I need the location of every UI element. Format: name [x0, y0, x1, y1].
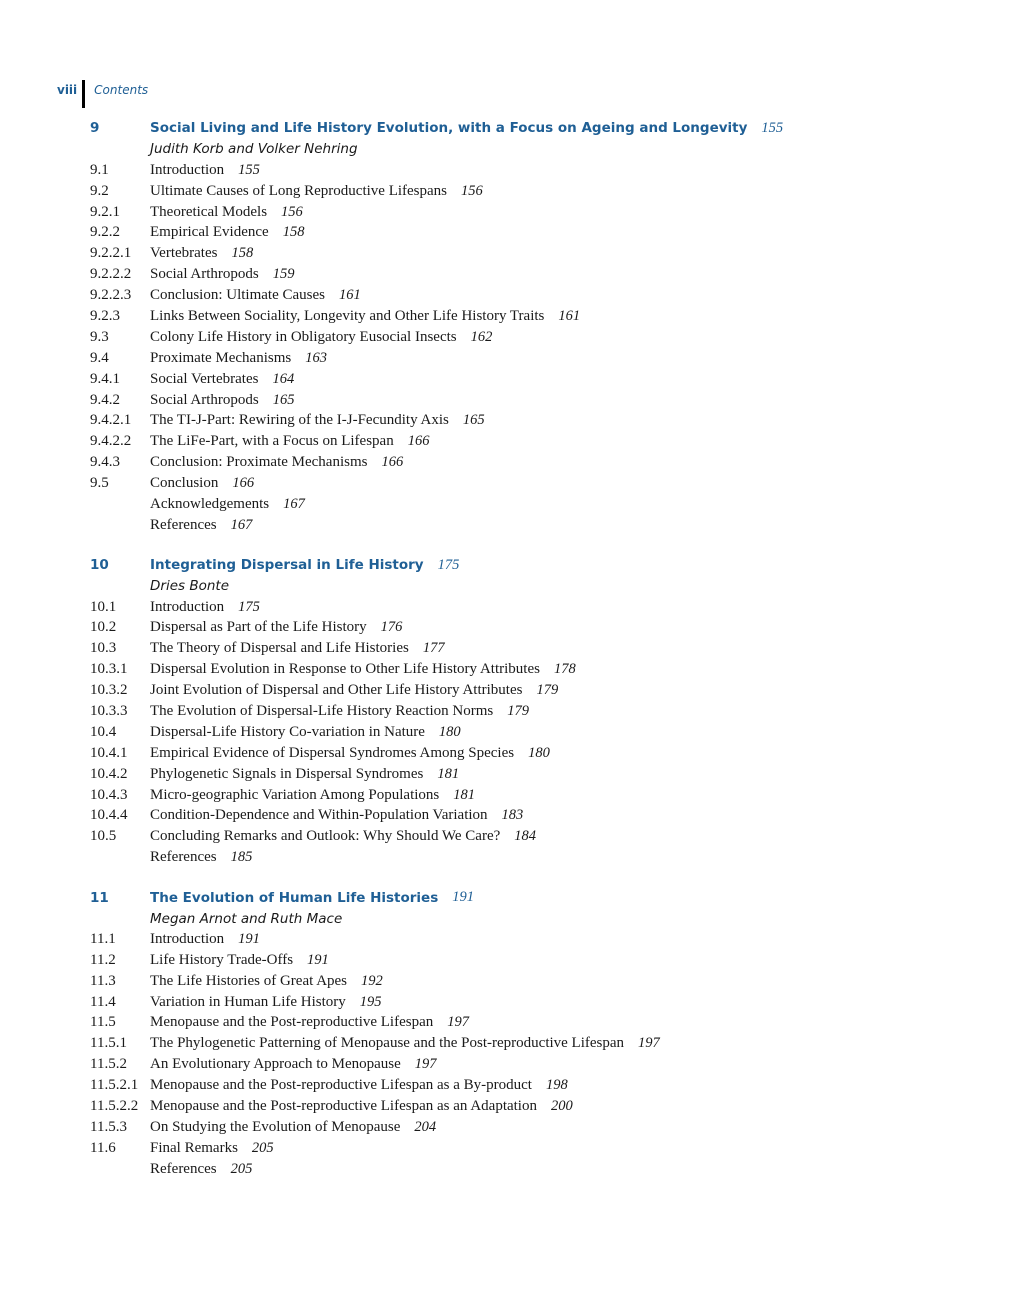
- toc-entry[interactable]: [90, 659, 990, 680]
- chapter-block: [90, 118, 990, 536]
- toc-entry[interactable]: [90, 306, 990, 327]
- section-page: 167: [283, 495, 305, 512]
- section-title[interactable]: Empirical Evidence of Dispersal Syndromes Among Species: [150, 744, 515, 761]
- section-title[interactable]: Condition-Dependence and Within-Population Variation: [150, 807, 488, 824]
- section-title[interactable]: Conclusion: Ultimate Causes: [150, 287, 325, 304]
- running-head: [57, 80, 148, 108]
- section-number: 11.5.2: [90, 1056, 127, 1073]
- section-page: 162: [470, 328, 493, 345]
- toc-entry[interactable]: [90, 410, 990, 431]
- section-page: 191: [238, 930, 260, 947]
- section-number: 9.4.1: [90, 370, 120, 387]
- section-number: 10.4.3: [90, 786, 128, 803]
- toc-entry[interactable]: [90, 1138, 990, 1159]
- section-page: 197: [414, 1056, 437, 1073]
- section-number: 9.5: [90, 475, 109, 492]
- toc-entry[interactable]: [90, 202, 990, 223]
- section-title[interactable]: Introduction: [150, 598, 225, 615]
- section-title[interactable]: References: [150, 516, 217, 533]
- toc-entry[interactable]: [90, 971, 990, 992]
- section-title[interactable]: Vertebrates: [150, 245, 218, 262]
- section-page: 184: [514, 828, 537, 845]
- toc-entry[interactable]: [90, 473, 990, 494]
- section-page: 197: [638, 1035, 660, 1052]
- section-number: 9.4: [90, 349, 109, 366]
- chapter-authors-line: [90, 139, 990, 160]
- section-page: 166: [232, 475, 255, 492]
- section-number: 10.1: [90, 598, 117, 615]
- section-page: 204: [414, 1118, 437, 1135]
- vertical-rule: [82, 80, 85, 108]
- section-title[interactable]: Joint Evolution of Dispersal and Other Life History Attributes: [150, 682, 523, 699]
- section-page: 177: [422, 640, 445, 657]
- toc-entry[interactable]: [90, 348, 990, 369]
- chapter-page: 191: [452, 889, 474, 906]
- toc-entry[interactable]: [90, 1033, 990, 1054]
- section-number: 10.4.4: [90, 807, 128, 824]
- section-title[interactable]: Proximate Mechanisms: [150, 349, 292, 366]
- toc-entry[interactable]: [90, 515, 990, 536]
- toc-entry[interactable]: [90, 617, 990, 638]
- section-number: 9.2.2: [90, 224, 120, 241]
- section-number: 9.4.2.2: [90, 433, 132, 450]
- chapter-authors: Judith Korb and Volker Nehring: [150, 141, 358, 158]
- section-page: 178: [553, 661, 576, 678]
- section-number: 9.2.2.2: [90, 266, 132, 283]
- section-page: 165: [272, 391, 295, 408]
- section-title[interactable]: Introduction: [150, 161, 225, 178]
- section-title[interactable]: Phylogenetic Signals in Dispersal Syndromes: [150, 765, 424, 782]
- section-page: 195: [359, 993, 382, 1010]
- toc-entry[interactable]: [90, 680, 990, 701]
- chapter-heading[interactable]: [90, 555, 990, 576]
- section-title[interactable]: Colony Life History in Obligatory Eusocial Insects: [150, 328, 457, 345]
- toc-entry[interactable]: [90, 327, 990, 348]
- section-title[interactable]: Links Between Sociality, Longevity and Other Life History Traits: [150, 307, 545, 324]
- section-page: 161: [558, 307, 581, 324]
- toc-entry[interactable]: [90, 181, 990, 202]
- chapter-number: 10: [90, 557, 109, 574]
- chapter-page: 175: [437, 556, 460, 573]
- section-page: 198: [545, 1077, 568, 1094]
- section-page: 166: [381, 454, 404, 471]
- toc-entry[interactable]: [90, 1013, 990, 1034]
- section-title[interactable]: The Evolution of Dispersal-Life History Reaction Norms: [150, 702, 494, 719]
- section-title[interactable]: The Phylogenetic Patterning of Menopause and the Post-reproductive Lifespan: [150, 1035, 625, 1052]
- chapter-heading[interactable]: [90, 118, 990, 139]
- section-title[interactable]: Acknowledgements: [150, 495, 270, 512]
- section-number: 10.4: [90, 723, 117, 740]
- toc-entry[interactable]: [90, 1117, 990, 1138]
- section-title[interactable]: Concluding Remarks and Outlook: Why Should We Care?: [150, 828, 501, 845]
- section-number: 9.2.3: [90, 307, 120, 324]
- section-number: 10.3.2: [90, 682, 128, 699]
- section-title[interactable]: On Studying the Evolution of Menopause: [150, 1118, 401, 1135]
- section-number: 11.5.2.2: [90, 1098, 139, 1115]
- section-number: 9.2.2.3: [90, 287, 132, 304]
- section-title[interactable]: Social Arthropods: [150, 266, 259, 283]
- section-title[interactable]: Final Remarks: [150, 1139, 238, 1156]
- section-page: 179: [536, 682, 559, 699]
- section-number: 9.4.2.1: [90, 412, 132, 429]
- section-page: 197: [447, 1014, 469, 1031]
- section-page: 166: [407, 433, 430, 450]
- section-page: 158: [282, 224, 305, 241]
- toc-entry[interactable]: [90, 494, 990, 515]
- section-title[interactable]: Social Vertebrates: [150, 370, 259, 387]
- toc-entry[interactable]: [90, 369, 990, 390]
- toc-entry[interactable]: [90, 243, 990, 264]
- section-title[interactable]: Menopause and the Post-reproductive Lifespan: [150, 1014, 434, 1031]
- section-title[interactable]: An Evolutionary Approach to Menopause: [150, 1056, 401, 1073]
- toc-entry[interactable]: [90, 992, 990, 1013]
- section-page: 179: [507, 702, 530, 719]
- section-page: 176: [380, 619, 403, 636]
- section-page: 161: [338, 287, 361, 304]
- section-page: 158: [231, 245, 254, 262]
- section-number: 10.4.1: [90, 744, 128, 761]
- section-page: 180: [438, 723, 461, 740]
- section-number: 11.2: [90, 951, 116, 968]
- section-page: 167: [230, 516, 253, 533]
- chapter-title[interactable]: Social Living and Life History Evolution, with a Focus on Ageing and Longevity: [150, 120, 748, 137]
- toc-entry[interactable]: [90, 597, 990, 618]
- section-page: 159: [272, 266, 295, 283]
- section-number: 9.1: [90, 161, 109, 178]
- toc-entry[interactable]: [90, 722, 990, 743]
- section-number: 10.4.2: [90, 765, 128, 782]
- section-title[interactable]: Dispersal as Part of the Life History: [150, 619, 367, 636]
- section-page: 181: [437, 765, 460, 782]
- chapter-authors: Dries Bonte: [150, 578, 230, 595]
- section-number: 9.2: [90, 182, 109, 199]
- toc-entry[interactable]: [90, 390, 990, 411]
- section-title[interactable]: Social Arthropods: [150, 391, 259, 408]
- toc-entry[interactable]: [90, 1075, 990, 1096]
- table-of-contents: [90, 118, 990, 1199]
- section-title[interactable]: Introduction: [150, 930, 225, 947]
- section-page: 180: [528, 744, 550, 761]
- section-number: 9.4.3: [90, 454, 120, 471]
- toc-entry[interactable]: [90, 701, 990, 722]
- chapter-title[interactable]: The Evolution of Human Life Histories: [150, 889, 439, 906]
- section-title[interactable]: Menopause and the Post-reproductive Lifespan as an Adaptation: [150, 1098, 537, 1115]
- running-head-title: Contents: [94, 83, 149, 97]
- section-title[interactable]: Dispersal-Life History Co-variation in Nature: [150, 723, 425, 740]
- section-page: 155: [238, 161, 260, 178]
- section-title[interactable]: Life History Trade-Offs: [150, 951, 294, 968]
- toc-entry[interactable]: [90, 285, 990, 306]
- section-number: 10.5: [90, 828, 117, 845]
- section-number: 9.2.1: [90, 203, 120, 220]
- section-number: 11.4: [90, 993, 116, 1010]
- chapter-heading[interactable]: [90, 887, 990, 908]
- chapter-block: [90, 555, 990, 868]
- section-page: 200: [550, 1098, 573, 1115]
- section-number: 11.5.1: [90, 1035, 127, 1052]
- section-number: 9.3: [90, 328, 109, 345]
- chapter-title[interactable]: Integrating Dispersal in Life History: [150, 557, 424, 574]
- section-title[interactable]: Dispersal Evolution in Response to Other Life History Attributes: [150, 661, 540, 678]
- toc-entry[interactable]: [90, 638, 990, 659]
- section-page: 175: [238, 598, 260, 615]
- toc-entry[interactable]: [90, 1054, 990, 1075]
- section-page: 185: [230, 849, 253, 866]
- section-page: 165: [462, 412, 485, 429]
- section-title[interactable]: Menopause and the Post-reproductive Lifespan as a By-product: [150, 1077, 532, 1094]
- section-number: 11.6: [90, 1139, 116, 1156]
- section-title[interactable]: Theoretical Models: [150, 203, 268, 220]
- toc-entry[interactable]: [90, 743, 990, 764]
- toc-entry[interactable]: [90, 785, 990, 806]
- chapter-number: 9: [90, 120, 100, 137]
- section-page: 164: [272, 370, 295, 387]
- section-title[interactable]: The Life Histories of Great Apes: [150, 972, 348, 989]
- section-title[interactable]: Variation in Human Life History: [150, 993, 346, 1010]
- toc-entry[interactable]: [90, 950, 990, 971]
- section-page: 163: [305, 349, 327, 366]
- section-number: 9.4.2: [90, 391, 120, 408]
- section-page: 183: [501, 807, 524, 824]
- toc-entry[interactable]: [90, 160, 990, 181]
- section-number: 10.2: [90, 619, 117, 636]
- section-title[interactable]: Empirical Evidence: [150, 224, 269, 241]
- section-page: 205: [251, 1139, 274, 1156]
- chapter-number: 11: [90, 889, 109, 906]
- section-title[interactable]: Ultimate Causes of Long Reproductive Lifespans: [150, 182, 448, 199]
- toc-entry[interactable]: [90, 764, 990, 785]
- section-number: 11.5.2.1: [90, 1077, 139, 1094]
- section-page: 191: [307, 951, 329, 968]
- toc-entry[interactable]: [90, 452, 990, 473]
- section-number: 11.5.3: [90, 1118, 127, 1135]
- chapter-authors: Megan Arnot and Ruth Mace: [150, 910, 343, 927]
- toc-entry[interactable]: [90, 1096, 990, 1117]
- section-number: 9.2.2.1: [90, 245, 132, 262]
- section-number: 10.3.1: [90, 661, 128, 678]
- section-title[interactable]: Micro-geographic Variation Among Populations: [150, 786, 440, 803]
- toc-entry[interactable]: [90, 847, 990, 868]
- section-number: 10.3.3: [90, 702, 128, 719]
- toc-entry[interactable]: [90, 222, 990, 243]
- toc-entry[interactable]: [90, 431, 990, 452]
- section-page: 156: [281, 203, 303, 220]
- chapter-block: [90, 887, 990, 1179]
- section-title[interactable]: Conclusion: Proximate Mechanisms: [150, 454, 368, 471]
- section-page: 192: [361, 972, 383, 989]
- section-title[interactable]: The TI-J-Part: Rewiring of the I-J-Fecundity Axis: [150, 412, 449, 429]
- toc-entry[interactable]: [90, 264, 990, 285]
- section-page: 156: [461, 182, 483, 199]
- section-number: 11.3: [90, 972, 116, 989]
- chapter-authors-line: [90, 908, 990, 929]
- section-number: 11.1: [90, 930, 116, 947]
- section-title[interactable]: The Theory of Dispersal and Life Histories: [150, 640, 409, 657]
- section-title[interactable]: The LiFe-Part, with a Focus on Lifespan: [150, 433, 394, 450]
- section-title[interactable]: References: [150, 849, 217, 866]
- section-title[interactable]: Conclusion: [150, 475, 219, 492]
- section-number: 11.5: [90, 1014, 116, 1031]
- toc-entry[interactable]: [90, 1159, 990, 1180]
- chapter-page: 155: [761, 119, 784, 136]
- section-number: 10.3: [90, 640, 117, 657]
- toc-entry[interactable]: [90, 826, 990, 847]
- section-page: 205: [230, 1160, 253, 1177]
- page-number: viii: [57, 83, 78, 97]
- section-title[interactable]: References: [150, 1160, 217, 1177]
- toc-entry[interactable]: [90, 929, 990, 950]
- section-page: 181: [453, 786, 476, 803]
- toc-entry[interactable]: [90, 806, 990, 827]
- chapter-authors-line: [90, 576, 990, 597]
